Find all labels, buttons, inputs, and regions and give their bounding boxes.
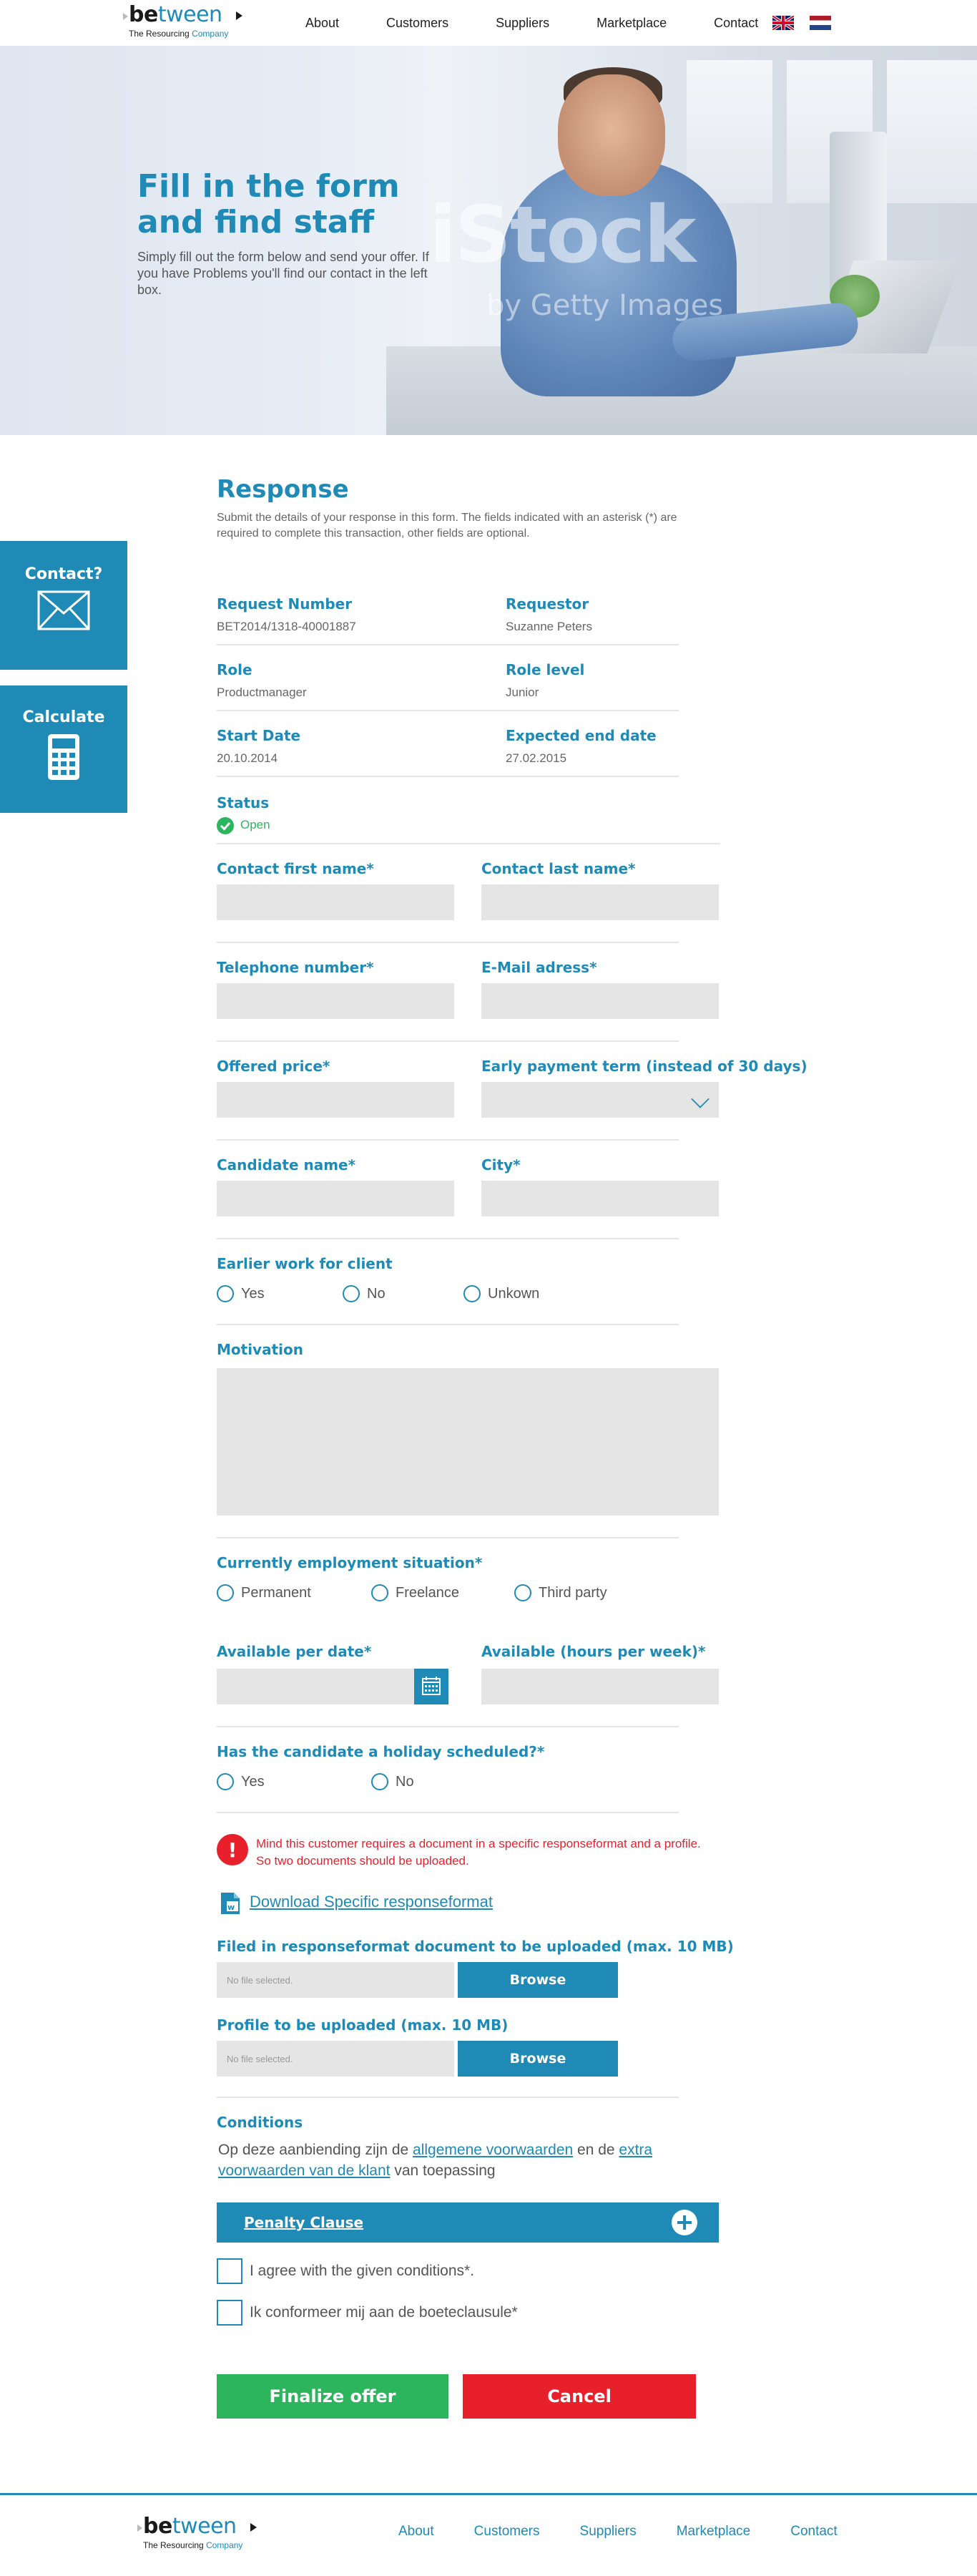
divider bbox=[217, 1040, 679, 1042]
nav-link-about[interactable]: About bbox=[305, 15, 340, 30]
footer-between-logo[interactable] bbox=[143, 2516, 265, 2553]
contact-first-name-input[interactable] bbox=[217, 884, 454, 920]
role-value: Productmanager bbox=[217, 686, 307, 699]
requestor-label: Requestor bbox=[506, 595, 589, 613]
email-input[interactable] bbox=[481, 983, 719, 1019]
divider bbox=[217, 710, 679, 711]
candidate-name-input[interactable] bbox=[217, 1181, 454, 1216]
envelope-icon bbox=[37, 590, 90, 630]
divider bbox=[217, 776, 679, 777]
nav-link-contact[interactable]: Contact bbox=[714, 15, 759, 30]
nav-link-marketplace[interactable]: Marketplace bbox=[596, 15, 667, 30]
calendar-icon[interactable] bbox=[414, 1669, 448, 1704]
employment-freelance-radio[interactable]: Freelance bbox=[371, 1584, 459, 1601]
motivation-label: Motivation bbox=[217, 1341, 303, 1358]
radio-circle-icon bbox=[514, 1584, 531, 1601]
checkbox-box-icon bbox=[217, 2258, 242, 2284]
divider bbox=[217, 843, 720, 844]
telephone-input[interactable] bbox=[217, 983, 454, 1019]
stock-watermark: iStock bbox=[429, 189, 695, 280]
offered-price-input[interactable] bbox=[217, 1082, 454, 1118]
logo-arrow-right-icon bbox=[236, 11, 242, 20]
contact-tab-label: Contact? bbox=[24, 565, 103, 583]
hero-title: Fill in the form and find staff bbox=[137, 168, 400, 240]
early-payment-select[interactable] bbox=[481, 1082, 719, 1118]
requestor-value: Suzanne Peters bbox=[506, 620, 592, 633]
checkbox-box-icon bbox=[217, 2300, 242, 2326]
radio-circle-icon bbox=[217, 1773, 234, 1790]
cancel-button[interactable]: Cancel bbox=[463, 2374, 696, 2419]
nl-flag-icon[interactable] bbox=[810, 16, 831, 30]
request-number-value: BET2014/1318-40001887 bbox=[217, 620, 356, 633]
logo-arrow-right-icon bbox=[250, 2523, 257, 2532]
warning-message: Mind this customer requires a document in a specific responseformat and a profile. So two documents should be uploaded. bbox=[256, 1837, 701, 1868]
divider bbox=[217, 1812, 679, 1813]
earlier-work-no-radio[interactable]: No bbox=[343, 1285, 386, 1302]
motivation-textarea[interactable] bbox=[217, 1368, 719, 1516]
response-intro: Submit the details of your response in this form. The fields indicated with an asterisk (*) are required to complete this transaction, other fields are optional. bbox=[217, 512, 677, 540]
start-date-label: Start Date bbox=[217, 727, 301, 744]
extra-terms-link[interactable]: extra voorwaarden van de klant bbox=[218, 2142, 653, 2179]
radio-circle-icon bbox=[217, 1285, 234, 1302]
available-hours-input[interactable] bbox=[481, 1669, 719, 1704]
agree-conditions-checkbox[interactable]: I agree with the given conditions*. bbox=[217, 2258, 474, 2284]
divider bbox=[217, 1537, 679, 1538]
nav-link-customers[interactable]: Customers bbox=[386, 15, 449, 30]
holiday-label: Has the candidate a holiday scheduled?* bbox=[217, 1743, 545, 1760]
start-date-value: 20.10.2014 bbox=[217, 751, 278, 765]
holiday-yes-radio[interactable]: Yes bbox=[217, 1773, 265, 1790]
available-date-label: Available per date* bbox=[217, 1643, 372, 1660]
city-input[interactable] bbox=[481, 1181, 719, 1216]
candidate-name-label: Candidate name* bbox=[217, 1156, 356, 1174]
upload-profile-label: Profile to be uploaded (max. 10 MB) bbox=[217, 2016, 509, 2034]
logo-arrow-left-icon bbox=[137, 2524, 142, 2532]
hero-banner bbox=[0, 46, 977, 435]
employment-permanent-radio[interactable]: Permanent bbox=[217, 1584, 311, 1601]
profile-file-input[interactable]: No file selected. bbox=[217, 2041, 454, 2077]
contact-first-name-label: Contact first name* bbox=[217, 860, 374, 877]
divider bbox=[217, 644, 679, 645]
earlier-work-label: Earlier work for client bbox=[217, 1255, 393, 1272]
check-circle-icon bbox=[217, 817, 234, 834]
divider bbox=[217, 2097, 679, 2098]
contact-tab[interactable] bbox=[0, 541, 127, 670]
status-value: Open bbox=[240, 818, 270, 831]
top-navigation-bar bbox=[0, 0, 977, 46]
stock-watermark-sub: by Getty Images bbox=[486, 289, 724, 322]
footer-link-marketplace[interactable]: Marketplace bbox=[676, 2524, 751, 2539]
warning-icon: ! bbox=[217, 1834, 248, 1865]
upload-responseformat-label: Filed in responseformat document to be uploaded (max. 10 MB) bbox=[217, 1938, 734, 1955]
main-nav bbox=[305, 0, 805, 46]
city-label: City* bbox=[481, 1156, 521, 1174]
role-level-value: Junior bbox=[506, 686, 539, 699]
request-number-label: Request Number bbox=[217, 595, 353, 613]
employment-label: Currently employment situation* bbox=[217, 1554, 483, 1571]
offered-price-label: Offered price* bbox=[217, 1058, 330, 1075]
between-logo[interactable] bbox=[129, 4, 250, 42]
earlier-work-unknown-radio[interactable]: Unkown bbox=[463, 1285, 539, 1302]
plus-circle-icon bbox=[672, 2210, 697, 2235]
footer-nav bbox=[398, 2524, 878, 2540]
radio-circle-icon bbox=[343, 1285, 360, 1302]
agree-penalty-checkbox[interactable]: Ik conformeer mij aan de boeteclausule* bbox=[217, 2300, 518, 2326]
logo-arrow-left-icon bbox=[123, 13, 128, 20]
available-hours-label: Available (hours per week)* bbox=[481, 1643, 706, 1660]
browse-responseformat-button[interactable]: Browse bbox=[458, 1962, 618, 1998]
divider bbox=[217, 1726, 679, 1727]
end-date-label: Expected end date bbox=[506, 727, 657, 744]
response-title: Response bbox=[217, 475, 349, 504]
divider bbox=[217, 942, 679, 943]
conditions-label: Conditions bbox=[217, 2114, 303, 2131]
employment-third-party-radio[interactable]: Third party bbox=[514, 1584, 607, 1601]
holiday-no-radio[interactable]: No bbox=[371, 1773, 414, 1790]
calculator-icon bbox=[47, 733, 80, 781]
download-responseformat-link[interactable]: Download Specific responseformat bbox=[250, 1893, 493, 1911]
hero-text: Simply fill out the form below and send your offer. If you have Problems you'll find our contact in the left box. bbox=[137, 250, 429, 297]
chevron-down-icon bbox=[691, 1090, 709, 1108]
penalty-clause-accordion[interactable] bbox=[217, 2202, 719, 2243]
contact-last-name-label: Contact last name* bbox=[481, 860, 636, 877]
early-payment-label: Early payment term (instead of 30 days) bbox=[481, 1058, 807, 1075]
radio-circle-icon bbox=[217, 1584, 234, 1601]
footer-divider bbox=[0, 2493, 977, 2495]
divider bbox=[217, 1238, 679, 1239]
radio-circle-icon bbox=[463, 1285, 481, 1302]
nav-link-suppliers[interactable]: Suppliers bbox=[496, 15, 550, 30]
footer-link-customers[interactable]: Customers bbox=[473, 2524, 540, 2539]
browse-profile-button[interactable]: Browse bbox=[458, 2041, 618, 2077]
radio-circle-icon bbox=[371, 1584, 388, 1601]
footer-link-suppliers[interactable]: Suppliers bbox=[579, 2524, 637, 2539]
svg-text:w: w bbox=[227, 1903, 235, 1912]
role-label: Role bbox=[217, 661, 252, 678]
divider bbox=[217, 1324, 679, 1325]
logo-wordmark: between bbox=[143, 2514, 237, 2539]
role-level-label: Role level bbox=[506, 661, 585, 678]
footer-link-about[interactable]: About bbox=[398, 2524, 434, 2539]
penalty-clause-label: Penalty Clause bbox=[244, 2214, 364, 2231]
conditions-text: Op deze aanbiending zijn de allgemene voorwaarden en de extra voorwaarden van de klant van toepassing bbox=[218, 2142, 653, 2179]
email-label: E-Mail adress* bbox=[481, 959, 597, 976]
finalize-offer-button[interactable]: Finalize offer bbox=[217, 2374, 448, 2419]
available-date-input[interactable] bbox=[217, 1669, 414, 1704]
general-terms-link[interactable]: allgemene voorwaarden bbox=[413, 2142, 574, 2158]
divider bbox=[217, 1139, 679, 1141]
logo-tagline: The Resourcing Company bbox=[129, 29, 229, 39]
end-date-value: 27.02.2015 bbox=[506, 751, 567, 765]
telephone-label: Telephone number* bbox=[217, 959, 374, 976]
footer-link-contact[interactable]: Contact bbox=[790, 2524, 838, 2539]
logo-tagline: The Resourcing Company bbox=[143, 2540, 243, 2550]
uk-flag-icon[interactable] bbox=[772, 16, 794, 30]
calculate-tab-label: Calculate bbox=[22, 708, 105, 726]
radio-circle-icon bbox=[371, 1773, 388, 1790]
earlier-work-yes-radio[interactable]: Yes bbox=[217, 1285, 265, 1302]
calculate-tab[interactable] bbox=[0, 686, 127, 813]
status-label: Status bbox=[217, 794, 270, 811]
responseformat-file-input[interactable]: No file selected. bbox=[217, 1962, 454, 1998]
contact-last-name-input[interactable] bbox=[481, 884, 719, 920]
document-download-icon[interactable] bbox=[218, 1891, 242, 1916]
logo-wordmark: between bbox=[129, 2, 222, 27]
